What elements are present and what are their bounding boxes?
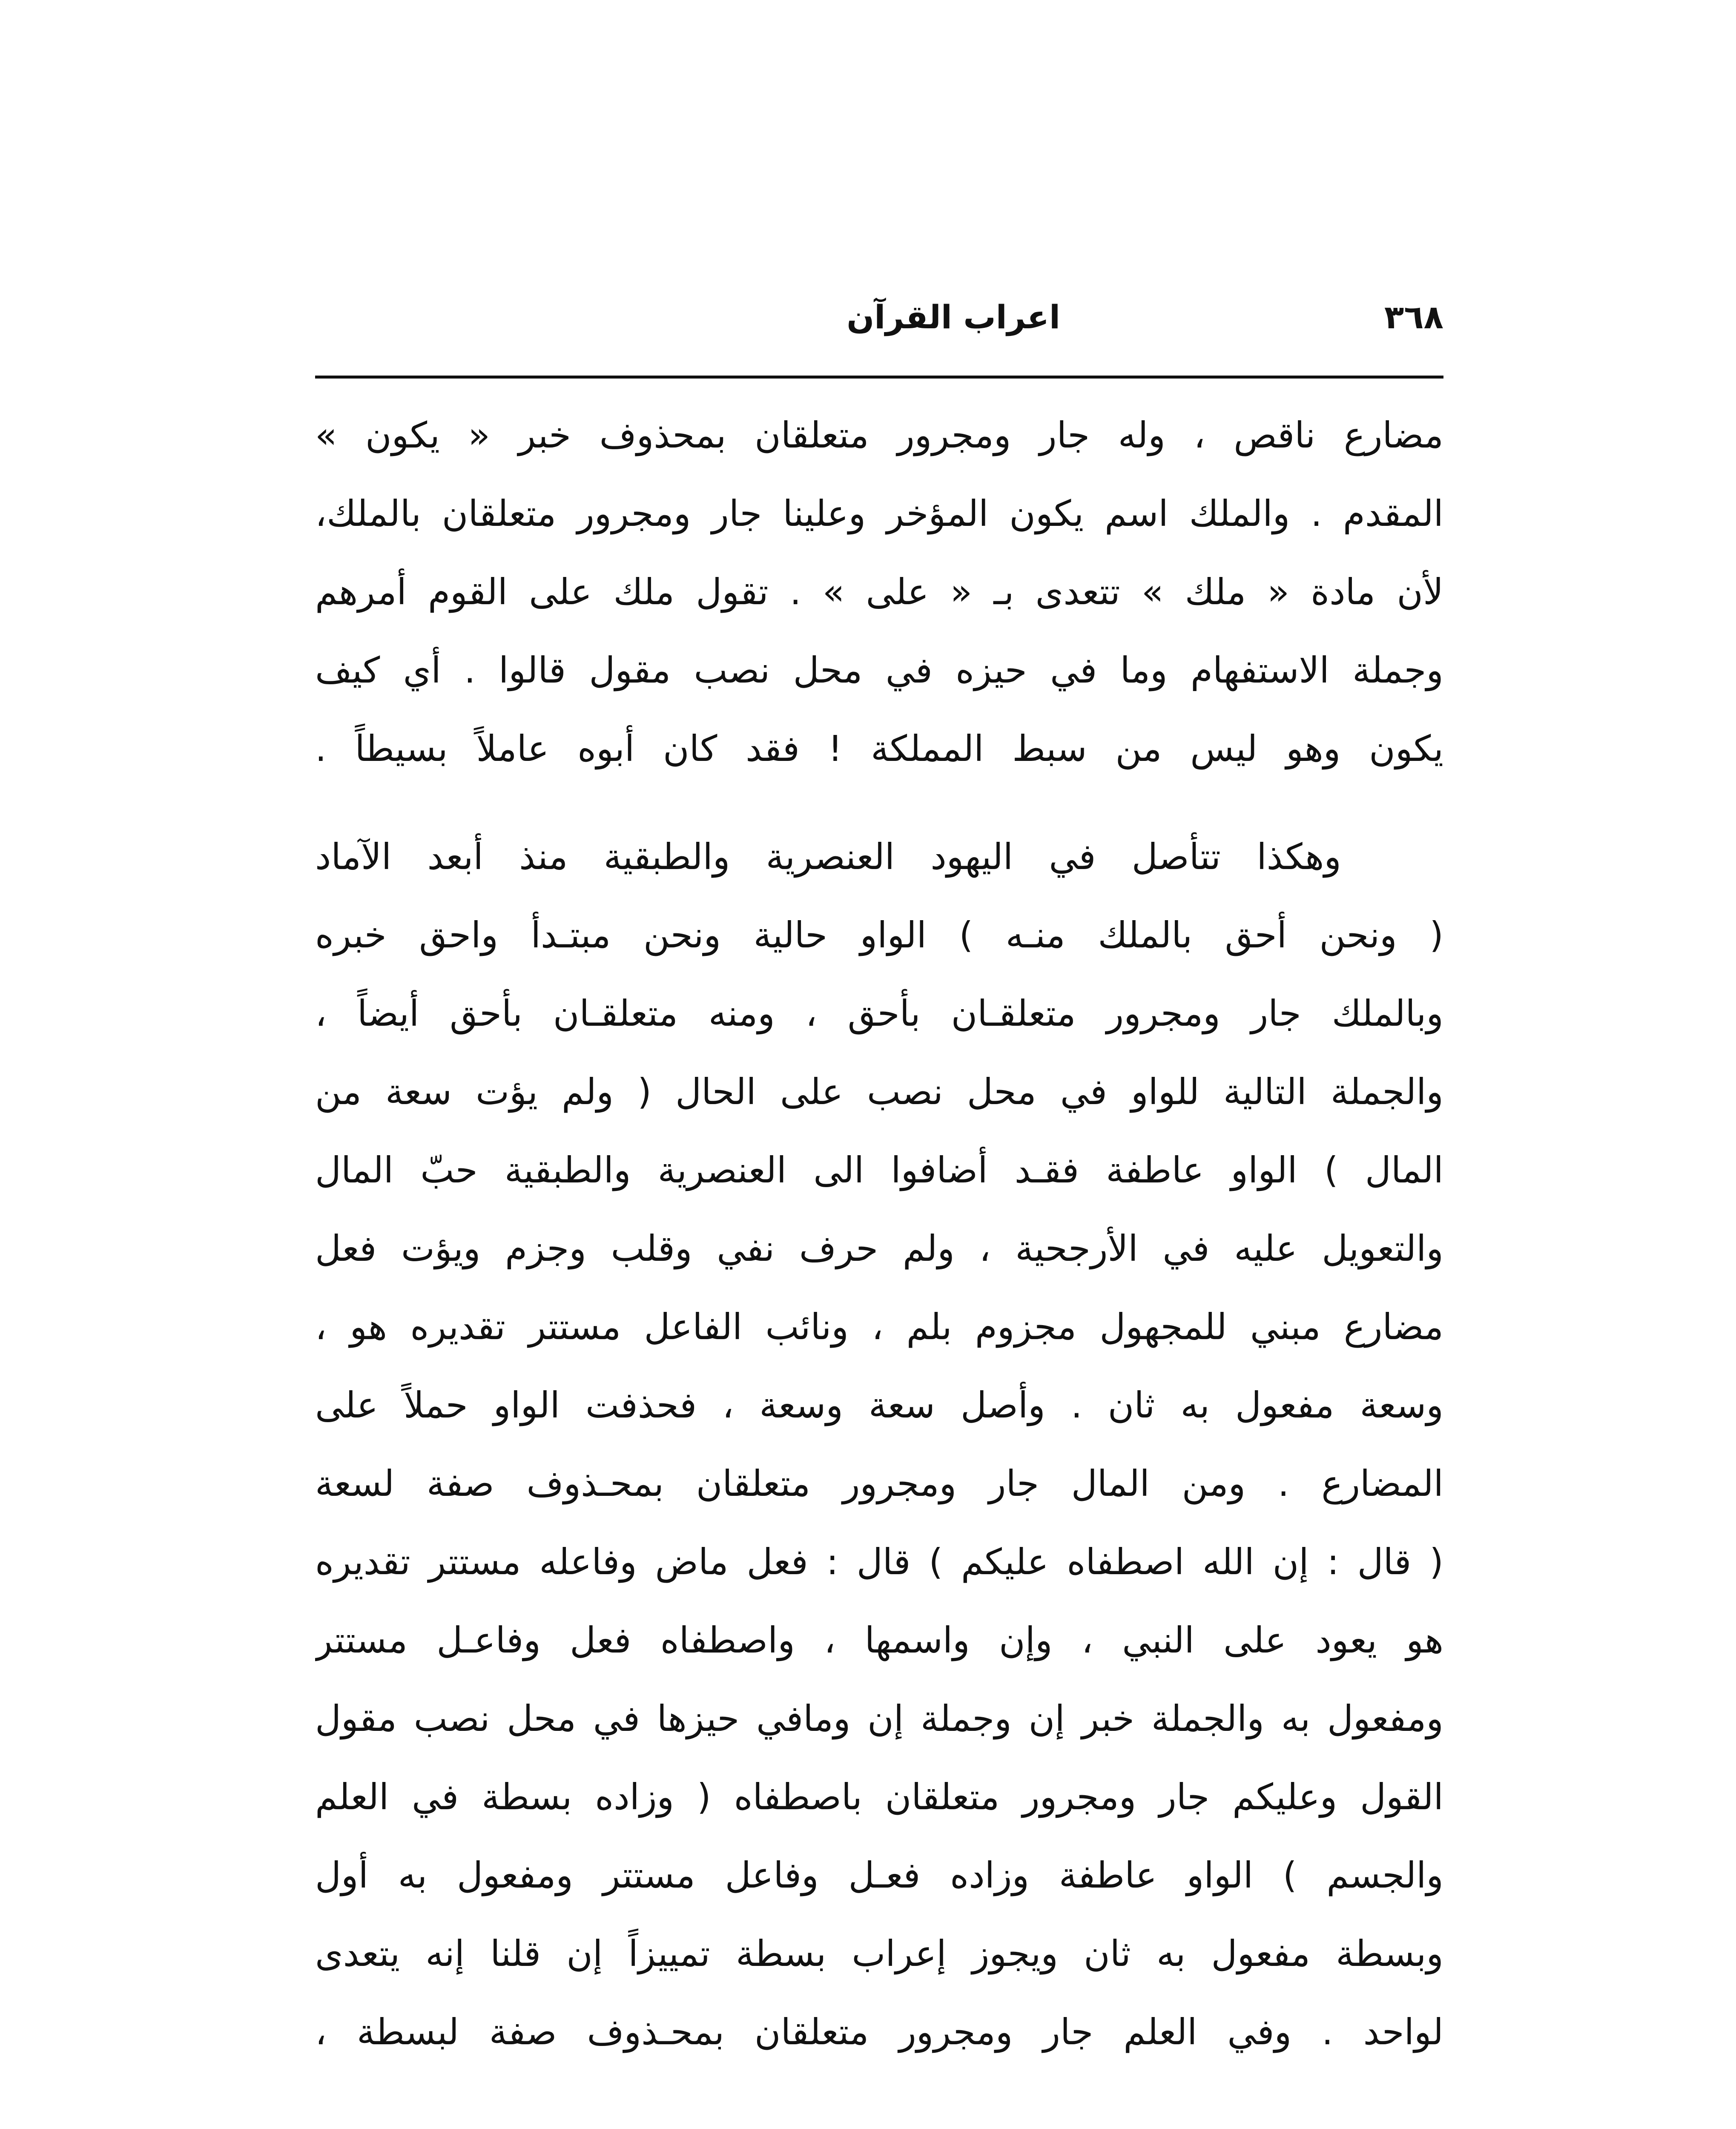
text-line: وبسطة مفعول به ثان ويجوز إعراب بسطة تمييزاً إن قلنا إنه يتعدى bbox=[315, 1933, 1443, 1974]
body-text bbox=[315, 396, 1443, 2071]
text-line: وسعة مفعول به ثان . وأصل سعة وسعة ، فحذفت الواو حملاً على bbox=[315, 1384, 1443, 1426]
text-line: مضارع مبني للمجهول مجزوم بلم ، ونائب الفاعل مستتر تقديره هو ، bbox=[315, 1306, 1443, 1348]
text-line: المال ) الواو عاطفة فقـد أضافوا الى العنصرية والطبقية حبّ المال bbox=[315, 1149, 1443, 1191]
text-line: لأن مادة « ملك » تتعدى بـ « على » . تقول ملك على القوم أمرهم bbox=[315, 571, 1443, 613]
text-line: وجملة الاستفهام وما في حيزه في محل نصب مقول قالوا . أي كيف bbox=[315, 649, 1443, 691]
text-line: القول وعليكم جار ومجرور متعلقان باصطفاه ( وزاده بسطة في العلم bbox=[315, 1776, 1443, 1818]
page-number: ٣٦٨ bbox=[1384, 298, 1443, 336]
text-line: ومفعول به والجملة خبر إن وجملة إن ومافي حيزها في محل نصب مقول bbox=[315, 1698, 1443, 1739]
text-line: ( قال : إن الله اصطفاه عليكم ) قال : فعل ماض وفاعله مستتر تقديره bbox=[315, 1541, 1443, 1583]
page-header bbox=[315, 273, 1443, 349]
text-line: وهكذا تتأصل في اليهود العنصرية والطبقية منذ أبعد الآماد bbox=[315, 836, 1341, 878]
running-title: اعراب القرآن bbox=[846, 298, 1060, 336]
text-line: لواحد . وفي العلم جار ومجرور متعلقان بمحـذوف صفة لبسطة ، bbox=[315, 2011, 1443, 2053]
text-line: هو يعود على النبي ، وإن واسمها ، واصطفاه فعل وفاعـل مستتر bbox=[315, 1619, 1443, 1661]
text-line: مضارع ناقص ، وله جار ومجرور متعلقان بمحذوف خبر « يكون » bbox=[315, 414, 1443, 456]
text-line: والتعويل عليه في الأرجحية ، ولم حرف نفي وقلب وجزم ويؤت فعل bbox=[315, 1228, 1443, 1269]
text-line: ( ونحن أحق بالملك منـه ) الواو حالية ونحن مبتـدأ واحق خبره bbox=[315, 914, 1443, 956]
header-rule bbox=[315, 376, 1443, 379]
text-line: والجملة التالية للواو في محل نصب على الحال ( ولم يؤت سعة من bbox=[315, 1071, 1443, 1113]
text-line: المضارع . ومن المال جار ومجرور متعلقان بمحـذوف صفة لسعة bbox=[315, 1463, 1443, 1504]
paragraph-gap bbox=[315, 788, 1443, 818]
text-line: يكون وهو ليس من سبط المملكة ! فقد كان أبوه عاملاً بسيطاً . bbox=[315, 728, 1443, 769]
text-line: وبالملك جار ومجرور متعلقـان بأحق ، ومنه متعلقـان بأحق أيضاً ، bbox=[315, 993, 1443, 1034]
text-line: المقدم . والملك اسم يكون المؤخر وعلينا جار ومجرور متعلقان بالملك، bbox=[315, 493, 1443, 534]
text-line: والجسم ) الواو عاطفة وزاده فعـل وفاعل مستتر ومفعول به أول bbox=[315, 1854, 1443, 1896]
